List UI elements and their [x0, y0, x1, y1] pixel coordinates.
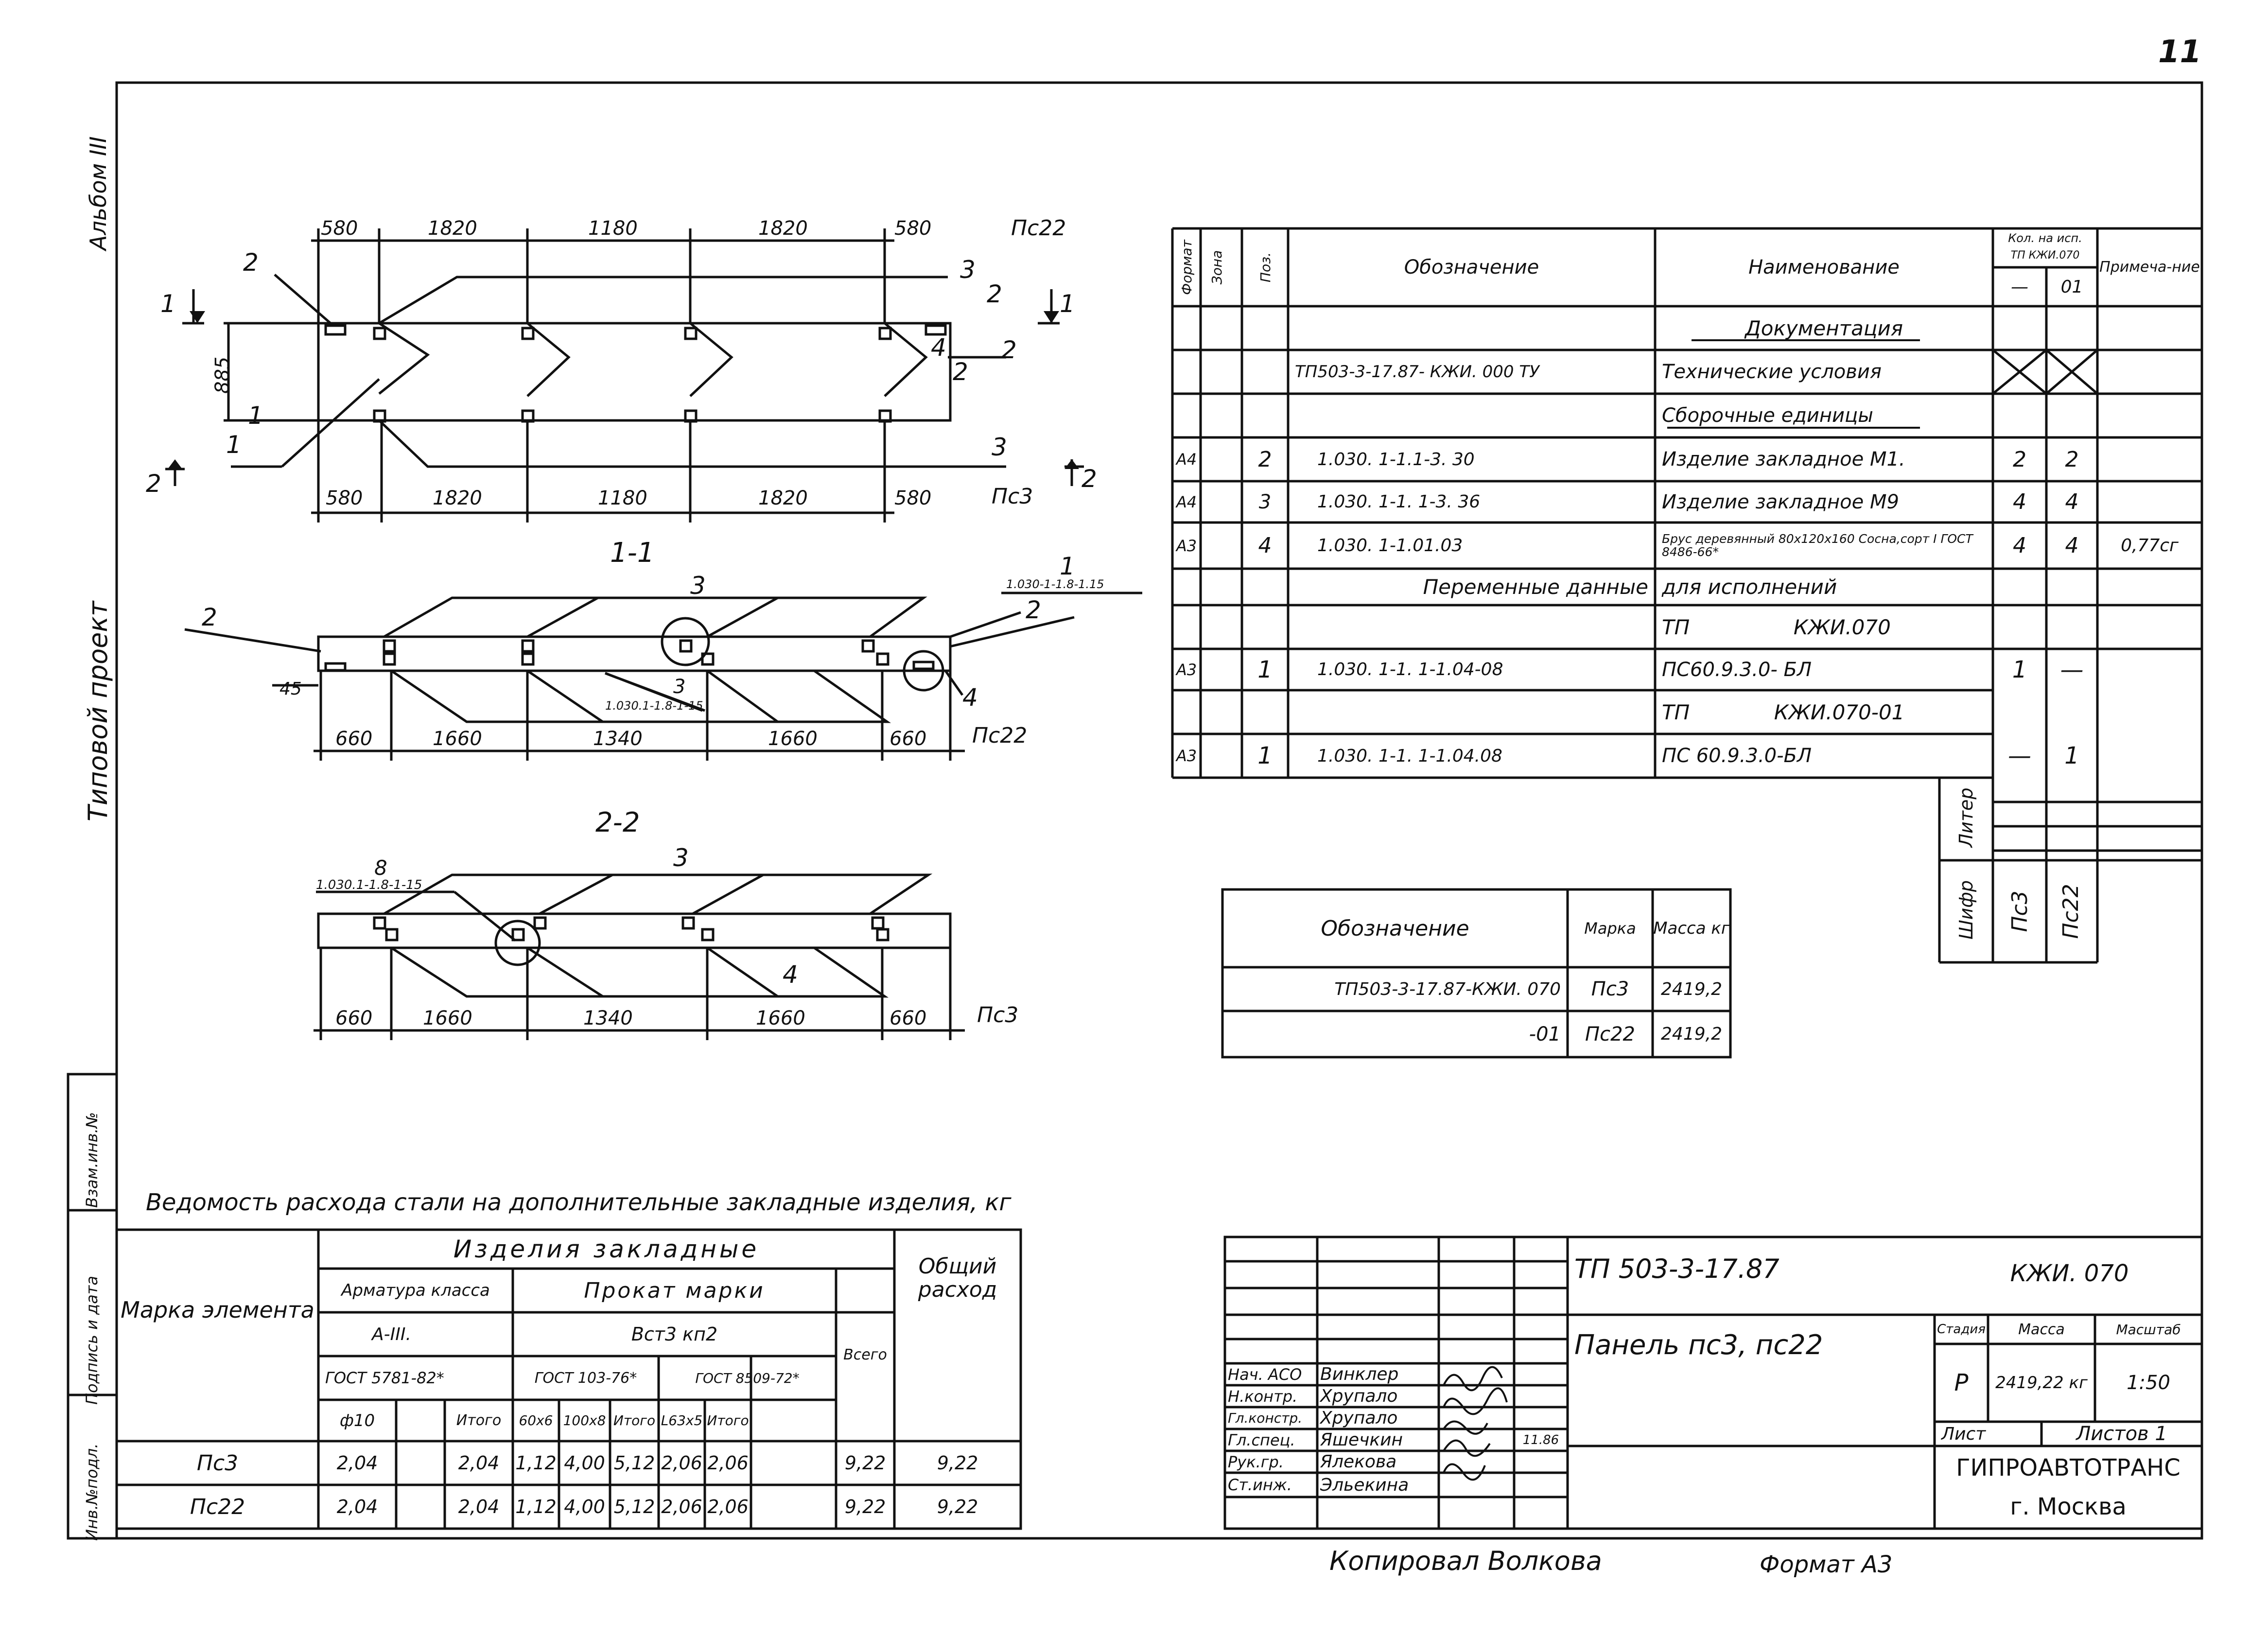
mass-row-designation: ТП503-3-17.87-КЖИ. 070: [1334, 979, 1561, 999]
steel-row-value: 4,00: [564, 1452, 605, 1474]
litera-value: Пс3: [2007, 890, 2032, 932]
signatures: [1444, 1367, 1507, 1480]
spec-row-designation: 1.030. 1-1. 1-1.04-08: [1317, 660, 1503, 679]
mass-header-designation: Обозначение: [1321, 916, 1469, 941]
steel-row-value: 2,06: [707, 1452, 749, 1474]
steel-row-value: 2,06: [707, 1496, 749, 1517]
spec-row-format: А3: [1176, 536, 1197, 555]
person-name: Эльекина: [1320, 1475, 1409, 1495]
steel-header-rolled-gost2: ГОСТ 8509-72*: [695, 1370, 800, 1386]
steel-header-overall: Общий расход: [918, 1254, 997, 1302]
mass-header-mark: Марка: [1584, 919, 1636, 938]
spec-row-format: А4: [1176, 450, 1197, 469]
section-2-2-title: 2-2: [595, 807, 640, 838]
steel-header-rolled: Прокат марки: [584, 1278, 765, 1303]
dim-label: 660: [890, 1007, 927, 1029]
stamp-signature-date: Подпись и дата: [83, 1275, 101, 1405]
dim-label: 1820: [433, 487, 482, 509]
spec-row-designation: 1.030. 1-1. 1-3. 36: [1317, 492, 1481, 512]
plan-label-bottom: Пс3: [992, 484, 1033, 509]
organization-city: г. Москва: [2010, 1493, 2127, 1520]
section-mark: 2: [146, 470, 161, 498]
person-role: Н.контр.: [1228, 1387, 1298, 1406]
callout-number: 2: [987, 280, 1002, 308]
callout-number: 1: [226, 431, 242, 459]
mass-value: 2419,22 кг: [1995, 1373, 2088, 1393]
spec-header-name: Наименование: [1748, 256, 1900, 279]
person-role: Ст.инж.: [1228, 1476, 1292, 1494]
spec-row-format: А3: [1176, 747, 1197, 765]
plan-width-dim: 885: [211, 356, 234, 394]
callout-number: 3: [690, 572, 706, 600]
sheets-label: Листов 1: [2076, 1423, 2167, 1445]
spec-row-q2: 2: [2065, 447, 2079, 472]
dim-label: 580: [321, 217, 358, 240]
steel-header-rebar-class: А-III.: [372, 1324, 411, 1344]
drawing-title: Панель пс3, пс22: [1574, 1329, 1823, 1361]
callout-number: 4: [962, 683, 978, 712]
sheet-number: 11: [2158, 34, 2202, 70]
section-mark: 1: [160, 290, 176, 318]
spec-row-name: Сборочные единицы: [1662, 404, 1873, 427]
section-1-1-ref-mid: 1.030.1-1.8-1-15: [605, 699, 703, 713]
stamp-inv-original: Инв.№подл.: [83, 1443, 101, 1541]
spec-header-designation: Обозначение: [1404, 256, 1539, 279]
spec-row-q1: 4: [2013, 533, 2026, 558]
callout-number: 1: [248, 401, 263, 430]
steel-subheader: Итого: [613, 1412, 656, 1428]
steel-row-value: [396, 1441, 445, 1485]
sheet-format: Формат А3: [1760, 1551, 1893, 1578]
callout-number: 2: [202, 603, 217, 631]
spec-row-designation: 1.030. 1-1.1-3. 30: [1317, 449, 1475, 470]
mass-row-mark: Пс22: [1585, 1023, 1635, 1045]
steel-subheader: 100х8: [563, 1412, 606, 1428]
spec-row-format: А3: [1176, 660, 1197, 679]
spec-row-q1: 1: [2012, 656, 2027, 683]
section-2-2-label: Пс3: [977, 1003, 1019, 1027]
section-mark: 2: [1082, 465, 1097, 493]
doc-code: ТП 503-3-17.87: [1574, 1253, 1780, 1284]
steel-header-rolled-gost1: ГОСТ 103-76*: [534, 1369, 637, 1387]
stage-header: Стадия: [1937, 1322, 1986, 1337]
person-role: Гл.спец.: [1228, 1430, 1295, 1449]
mass-row-designation: -01: [1529, 1023, 1561, 1045]
plan-label-top: Пс22: [1011, 216, 1066, 241]
spec-row-pos: 1: [1257, 656, 1273, 683]
spec-row-q1: 2: [2013, 447, 2026, 472]
spec-row-name: ТП КЖИ.070: [1662, 615, 1891, 639]
dim-label: 1660: [768, 728, 818, 750]
dim-label: 1820: [428, 217, 477, 240]
steel-header-rolled-grade: Вст3 кп2: [631, 1324, 718, 1345]
person-name: Хрупало: [1320, 1386, 1398, 1406]
dim-label: 660: [335, 1007, 373, 1029]
steel-row-value: 2,04: [336, 1452, 378, 1474]
steel-row-value: 9,22: [937, 1452, 978, 1474]
callout-number: 8: [374, 856, 387, 880]
spec-row-name: ТП КЖИ.070-01: [1662, 700, 1905, 724]
spec-row-pos: 4: [1258, 533, 1272, 558]
person-name: Хрупало: [1320, 1408, 1398, 1428]
spec-row-designation: Переменные данные: [1423, 575, 1648, 599]
spec-header-qty-dash: —: [2011, 277, 2028, 297]
dim-label: 1820: [758, 487, 808, 509]
dim-label: 660: [890, 728, 927, 750]
callout-number: 3: [673, 676, 686, 698]
spec-row-pos: 2: [1258, 447, 1272, 472]
steel-row-value: 1,12: [515, 1452, 557, 1474]
dim-label: 580: [894, 217, 932, 240]
steel-subheader: Итого: [456, 1412, 502, 1429]
callout-number: 2: [243, 248, 259, 277]
dim-label: 1660: [423, 1007, 472, 1029]
steel-row-value: 9,22: [844, 1452, 886, 1474]
steel-row-value: 2,06: [661, 1496, 702, 1517]
scale-value: 1:50: [2127, 1372, 2170, 1394]
dim-label: 660: [335, 728, 373, 750]
steel-subheader: ф10: [339, 1411, 375, 1430]
mass-row-mass: 2419,2: [1661, 979, 1722, 999]
person-name: Винклер: [1320, 1364, 1399, 1384]
spec-row-note: 0,77сг: [2121, 536, 2179, 556]
callout-number: 4: [931, 333, 946, 362]
steel-header-mark: Марка элемента: [121, 1296, 314, 1323]
steel-row-value: 1,12: [515, 1496, 557, 1517]
spec-header-note: Примеча-ние: [2099, 259, 2200, 276]
section-1-1-label: Пс22: [972, 723, 1028, 748]
steel-row-value: 5,12: [613, 1452, 655, 1474]
callout-number: 2: [1001, 336, 1017, 364]
spec-row-q1: —: [2008, 742, 2031, 769]
steel-row-value: 4,00: [564, 1496, 605, 1517]
spec-header-qty-sub: ТП КЖИ.070: [2010, 249, 2080, 261]
sheet-code: КЖИ. 070: [2010, 1260, 2129, 1287]
spec-row-q2: —: [2060, 656, 2084, 683]
dim-label: 580: [326, 487, 363, 509]
callout-number: 2: [1026, 596, 1041, 624]
spec-header-qty-01: 01: [2060, 277, 2083, 297]
spec-row-designation: 1.030. 1-1.01.03: [1317, 536, 1463, 556]
album-label: Альбом III: [85, 136, 111, 250]
spec-row-name: ПС60.9.3.0- БЛ: [1662, 658, 1812, 681]
spec-row-name: Технические условия: [1662, 361, 1882, 383]
spec-row-name: ПС 60.9.3.0-БЛ: [1662, 745, 1812, 767]
person-role: Нач. АСО: [1228, 1365, 1302, 1384]
stage-value: Р: [1954, 1369, 1969, 1396]
steel-table-title: Ведомость расхода стали на дополнительные закладные изделия, кг: [146, 1189, 1012, 1216]
spec-row-designation: ТП503-3-17.87- КЖИ. 000 ТУ: [1295, 362, 1539, 382]
copied-by: Копировал Волкова: [1329, 1546, 1602, 1576]
scale-header: Масштаб: [2116, 1321, 2181, 1338]
dim-label: 1340: [583, 1007, 633, 1029]
steel-subheader: 60х6: [519, 1412, 553, 1428]
callout-number: 1: [1060, 552, 1075, 580]
section-mark: 1: [1060, 290, 1075, 318]
steel-header-total: Всего: [843, 1346, 887, 1363]
project-label: Типовой проект: [83, 601, 113, 821]
steel-row-value: 2,04: [336, 1496, 378, 1517]
steel-row-value: 2,04: [458, 1496, 500, 1517]
shifr-label: Шифр: [1955, 880, 1977, 940]
sheet-label: Лист: [1941, 1424, 1986, 1444]
callout-number: 3: [673, 844, 689, 872]
steel-header-group: Изделия закладные: [453, 1235, 760, 1263]
spec-row-pos: 3: [1258, 490, 1272, 513]
spec-row-designation: 1.030. 1-1. 1-1.04.08: [1317, 746, 1502, 766]
callout-number: 2: [953, 358, 968, 386]
person-name: Яшечкин: [1320, 1430, 1403, 1450]
steel-header-rebar: Арматура класса: [341, 1280, 490, 1300]
spec-row-name: для исполнений: [1662, 575, 1837, 599]
spec-row-q2: 1: [2064, 742, 2079, 769]
person-role: Рук.гр.: [1228, 1452, 1284, 1471]
dim-label: 580: [894, 487, 932, 509]
steel-row-value: 9,22: [937, 1496, 978, 1517]
section-1-1-side-dim: 45: [279, 679, 302, 699]
plan-view: [165, 228, 1084, 522]
dim-label: 1180: [588, 217, 638, 240]
mass-row-mass: 2419,2: [1661, 1024, 1722, 1044]
steel-row-value: 5,12: [613, 1496, 655, 1517]
callout-number: 3: [992, 433, 1007, 461]
spec-row-pos: 1: [1257, 742, 1273, 769]
dim-label: 1660: [756, 1007, 805, 1029]
spec-row-q2: 4: [2065, 489, 2079, 514]
spec-row-name: Изделие закладное М1.: [1662, 448, 1905, 470]
dim-label: 1340: [593, 728, 643, 750]
steel-subheader: L63х5: [661, 1412, 703, 1428]
mass-row-mark: Пс3: [1591, 978, 1629, 1000]
dim-label: 1820: [758, 217, 808, 240]
section-2-2-ref: 1.030.1-1.8-1-15: [316, 878, 422, 892]
person-role: Гл.констр.: [1228, 1410, 1303, 1426]
callout-number: 4: [783, 960, 798, 989]
dim-label: 1180: [598, 487, 647, 509]
steel-row-value: [396, 1485, 445, 1529]
section-1-1-ref-top: 1.030-1-1.8-1.15: [1006, 577, 1104, 591]
litera-label: Литер: [1955, 787, 1977, 848]
stamp-replace-inv: Взам.инв.№: [83, 1112, 101, 1208]
spec-row-q1: 4: [2013, 489, 2026, 514]
section-2-2: [314, 875, 965, 1040]
steel-row-value: 2,04: [458, 1452, 500, 1474]
spec-row-name: Документация: [1745, 316, 1903, 340]
spec-row-name: Брус деревянный 80х120х160 Сосна,сорт I ГОСТ 8486-66*: [1662, 532, 1973, 559]
spec-header-qty: Кол. на исп.: [2008, 231, 2082, 245]
spec-header-format: Формат: [1178, 240, 1195, 295]
approval-date: 11.86: [1522, 1432, 1559, 1447]
section-1-1-title: 1-1: [610, 537, 655, 569]
spec-header-pos: Поз.: [1257, 252, 1274, 282]
steel-row-mark: Пс22: [190, 1494, 245, 1519]
person-name: Ялекова: [1320, 1452, 1397, 1472]
steel-row-value: 2,06: [661, 1452, 702, 1474]
steel-subheader: [396, 1400, 445, 1441]
steel-row-mark: Пс3: [196, 1450, 239, 1476]
steel-row-value: 9,22: [844, 1496, 886, 1517]
steel-subheader: Итого: [707, 1412, 749, 1428]
spec-row-name: Изделие закладное М9: [1662, 490, 1899, 513]
mass-header: Масса: [2018, 1321, 2065, 1338]
spec-row-q2: 4: [2065, 533, 2079, 558]
organization: ГИПРОАВТОТРАНС: [1956, 1454, 2181, 1481]
spec-header-zone: Зона: [1208, 250, 1225, 285]
callout-number: 3: [960, 256, 976, 284]
spec-row-format: А4: [1176, 492, 1197, 511]
dim-label: 1660: [433, 728, 482, 750]
litera-value: Пс22: [2058, 884, 2083, 939]
steel-header-rebar-gost: ГОСТ 5781-82*: [325, 1369, 444, 1387]
mass-header-mass: Масса кг: [1653, 918, 1730, 938]
